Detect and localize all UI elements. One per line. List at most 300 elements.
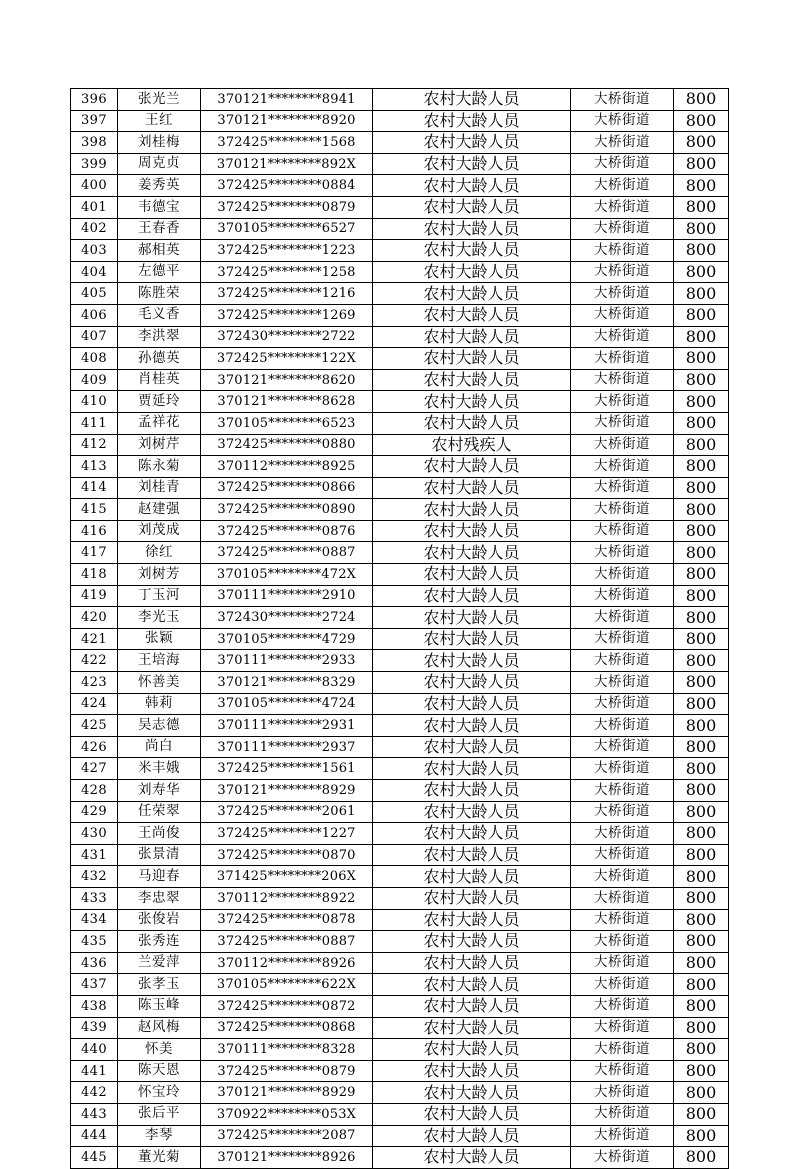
cell-street: 大桥街道 [571, 1017, 674, 1039]
cell-id: 372425********0887 [201, 542, 373, 564]
cell-street: 大桥街道 [571, 89, 674, 111]
cell-street: 大桥街道 [571, 240, 674, 262]
cell-amount: 800 [674, 823, 729, 845]
cell-street: 大桥街道 [571, 412, 674, 434]
cell-category: 农村大龄人员 [373, 456, 571, 478]
cell-street: 大桥街道 [571, 693, 674, 715]
cell-amount: 800 [674, 1125, 729, 1147]
cell-street: 大桥街道 [571, 909, 674, 931]
cell-category: 农村大龄人员 [373, 607, 571, 629]
cell-name: 王尚俊 [118, 823, 201, 845]
cell-street: 大桥街道 [571, 974, 674, 996]
cell-amount: 800 [674, 585, 729, 607]
table-row [71, 348, 729, 370]
table-row [71, 1103, 729, 1125]
cell-name: 兰爱萍 [118, 952, 201, 974]
cell-id: 372425********1258 [201, 261, 373, 283]
table-row [71, 1147, 729, 1169]
cell-seq: 421 [71, 628, 118, 650]
cell-name: 张秀连 [118, 931, 201, 953]
cell-amount: 800 [674, 758, 729, 780]
cell-name: 刘树芳 [118, 564, 201, 586]
cell-amount: 800 [674, 715, 729, 737]
cell-category: 农村大龄人员 [373, 844, 571, 866]
cell-category: 农村大龄人员 [373, 520, 571, 542]
cell-seq: 436 [71, 952, 118, 974]
cell-amount: 800 [674, 1060, 729, 1082]
cell-seq: 410 [71, 391, 118, 413]
cell-id: 372425********1223 [201, 240, 373, 262]
cell-category: 农村大龄人员 [373, 412, 571, 434]
cell-id: 372425********0880 [201, 434, 373, 456]
cell-seq: 438 [71, 995, 118, 1017]
cell-street: 大桥街道 [571, 995, 674, 1017]
cell-category: 农村大龄人员 [373, 952, 571, 974]
cell-seq: 428 [71, 780, 118, 802]
cell-name: 张俊岩 [118, 909, 201, 931]
cell-category: 农村大龄人员 [373, 240, 571, 262]
cell-category: 农村大龄人员 [373, 175, 571, 197]
table-row [71, 89, 729, 111]
table-row [71, 823, 729, 845]
table-row [71, 1125, 729, 1147]
cell-name: 米丰娥 [118, 758, 201, 780]
cell-id: 372430********2722 [201, 326, 373, 348]
cell-id: 372425********0879 [201, 196, 373, 218]
cell-street: 大桥街道 [571, 477, 674, 499]
cell-id: 370111********2933 [201, 650, 373, 672]
cell-street: 大桥街道 [571, 607, 674, 629]
table-row [71, 758, 729, 780]
cell-street: 大桥街道 [571, 153, 674, 175]
cell-name: 张景清 [118, 844, 201, 866]
table-row [71, 736, 729, 758]
cell-street: 大桥街道 [571, 369, 674, 391]
cell-id: 370111********2910 [201, 585, 373, 607]
cell-seq: 423 [71, 672, 118, 694]
table-row [71, 780, 729, 802]
cell-seq: 435 [71, 931, 118, 953]
cell-category: 农村大龄人员 [373, 758, 571, 780]
cell-category: 农村大龄人员 [373, 304, 571, 326]
cell-seq: 443 [71, 1103, 118, 1125]
cell-amount: 800 [674, 866, 729, 888]
cell-seq: 432 [71, 866, 118, 888]
cell-category: 农村大龄人员 [373, 261, 571, 283]
cell-name: 王春香 [118, 218, 201, 240]
cell-seq: 433 [71, 887, 118, 909]
cell-amount: 800 [674, 1082, 729, 1104]
cell-seq: 403 [71, 240, 118, 262]
cell-name: 赵风梅 [118, 1017, 201, 1039]
cell-street: 大桥街道 [571, 1039, 674, 1061]
cell-amount: 800 [674, 132, 729, 154]
cell-street: 大桥街道 [571, 175, 674, 197]
table-row [71, 931, 729, 953]
cell-id: 370922********053X [201, 1103, 373, 1125]
cell-seq: 442 [71, 1082, 118, 1104]
cell-seq: 412 [71, 434, 118, 456]
cell-name: 郝相英 [118, 240, 201, 262]
cell-id: 370121********8929 [201, 780, 373, 802]
cell-id: 372425********0887 [201, 931, 373, 953]
cell-category: 农村大龄人员 [373, 1039, 571, 1061]
cell-amount: 800 [674, 1147, 729, 1169]
cell-name: 董光菊 [118, 1147, 201, 1169]
cell-name: 刘茂成 [118, 520, 201, 542]
table-row [71, 564, 729, 586]
cell-seq: 440 [71, 1039, 118, 1061]
cell-street: 大桥街道 [571, 564, 674, 586]
cell-street: 大桥街道 [571, 456, 674, 478]
cell-street: 大桥街道 [571, 1060, 674, 1082]
cell-street: 大桥街道 [571, 110, 674, 132]
cell-id: 370121********8620 [201, 369, 373, 391]
cell-amount: 800 [674, 391, 729, 413]
cell-category: 农村大龄人员 [373, 89, 571, 111]
cell-id: 372425********1227 [201, 823, 373, 845]
cell-id: 370105********622X [201, 974, 373, 996]
cell-name: 陈玉峰 [118, 995, 201, 1017]
cell-id: 370121********8628 [201, 391, 373, 413]
cell-category: 农村大龄人员 [373, 1103, 571, 1125]
cell-category: 农村大龄人员 [373, 542, 571, 564]
cell-seq: 418 [71, 564, 118, 586]
cell-id: 372425********2061 [201, 801, 373, 823]
cell-name: 张孝玉 [118, 974, 201, 996]
table-row [71, 499, 729, 521]
cell-id: 372425********0876 [201, 520, 373, 542]
cell-name: 刘桂青 [118, 477, 201, 499]
cell-seq: 444 [71, 1125, 118, 1147]
table-row [71, 369, 729, 391]
cell-seq: 398 [71, 132, 118, 154]
cell-amount: 800 [674, 153, 729, 175]
cell-street: 大桥街道 [571, 1103, 674, 1125]
cell-id: 370112********8926 [201, 952, 373, 974]
cell-amount: 800 [674, 175, 729, 197]
cell-street: 大桥街道 [571, 348, 674, 370]
cell-amount: 800 [674, 564, 729, 586]
cell-street: 大桥街道 [571, 1125, 674, 1147]
cell-street: 大桥街道 [571, 542, 674, 564]
cell-seq: 445 [71, 1147, 118, 1169]
cell-name: 赵建强 [118, 499, 201, 521]
cell-street: 大桥街道 [571, 196, 674, 218]
cell-amount: 800 [674, 1017, 729, 1039]
cell-name: 怀美 [118, 1039, 201, 1061]
cell-id: 372425********0884 [201, 175, 373, 197]
cell-category: 农村大龄人员 [373, 1147, 571, 1169]
cell-street: 大桥街道 [571, 650, 674, 672]
cell-name: 陈天恩 [118, 1060, 201, 1082]
cell-seq: 439 [71, 1017, 118, 1039]
cell-street: 大桥街道 [571, 391, 674, 413]
cell-id: 370121********8941 [201, 89, 373, 111]
cell-id: 370121********8926 [201, 1147, 373, 1169]
cell-amount: 800 [674, 477, 729, 499]
table-row [71, 153, 729, 175]
cell-id: 370121********892X [201, 153, 373, 175]
table-row [71, 434, 729, 456]
cell-category: 农村大龄人员 [373, 974, 571, 996]
cell-id: 370121********8929 [201, 1082, 373, 1104]
cell-seq: 430 [71, 823, 118, 845]
cell-name: 贾延玲 [118, 391, 201, 413]
cell-seq: 419 [71, 585, 118, 607]
table-row [71, 952, 729, 974]
cell-seq: 404 [71, 261, 118, 283]
cell-street: 大桥街道 [571, 887, 674, 909]
cell-name: 孟祥花 [118, 412, 201, 434]
cell-name: 张光兰 [118, 89, 201, 111]
cell-street: 大桥街道 [571, 132, 674, 154]
cell-category: 农村大龄人员 [373, 196, 571, 218]
cell-amount: 800 [674, 304, 729, 326]
cell-seq: 406 [71, 304, 118, 326]
cell-category: 农村大龄人员 [373, 283, 571, 305]
table-row [71, 304, 729, 326]
cell-category: 农村大龄人员 [373, 326, 571, 348]
table-row [71, 628, 729, 650]
cell-id: 370105********472X [201, 564, 373, 586]
cell-category: 农村大龄人员 [373, 477, 571, 499]
cell-category: 农村大龄人员 [373, 132, 571, 154]
cell-name: 张颖 [118, 628, 201, 650]
cell-amount: 800 [674, 974, 729, 996]
cell-name: 刘树芹 [118, 434, 201, 456]
cell-id: 370111********2931 [201, 715, 373, 737]
table-row [71, 412, 729, 434]
cell-amount: 800 [674, 931, 729, 953]
cell-amount: 800 [674, 261, 729, 283]
cell-name: 姜秀英 [118, 175, 201, 197]
cell-category: 农村大龄人员 [373, 1060, 571, 1082]
cell-seq: 396 [71, 89, 118, 111]
table-row [71, 672, 729, 694]
cell-street: 大桥街道 [571, 1082, 674, 1104]
cell-seq: 437 [71, 974, 118, 996]
cell-seq: 413 [71, 456, 118, 478]
cell-category: 农村大龄人员 [373, 672, 571, 694]
cell-name: 陈胜荣 [118, 283, 201, 305]
cell-seq: 411 [71, 412, 118, 434]
cell-seq: 429 [71, 801, 118, 823]
cell-id: 372425********0879 [201, 1060, 373, 1082]
table-row [71, 477, 729, 499]
table-row [71, 542, 729, 564]
cell-category: 农村大龄人员 [373, 693, 571, 715]
cell-name: 肖桂英 [118, 369, 201, 391]
table-row [71, 974, 729, 996]
cell-amount: 800 [674, 995, 729, 1017]
cell-amount: 800 [674, 520, 729, 542]
cell-seq: 426 [71, 736, 118, 758]
cell-amount: 800 [674, 218, 729, 240]
cell-amount: 800 [674, 369, 729, 391]
cell-id: 370112********8925 [201, 456, 373, 478]
cell-name: 徐红 [118, 542, 201, 564]
cell-category: 农村大龄人员 [373, 909, 571, 931]
cell-seq: 405 [71, 283, 118, 305]
cell-name: 孙德英 [118, 348, 201, 370]
table-row [71, 175, 729, 197]
table-row [71, 887, 729, 909]
cell-id: 371425********206X [201, 866, 373, 888]
cell-street: 大桥街道 [571, 758, 674, 780]
cell-id: 370121********8920 [201, 110, 373, 132]
cell-name: 李洪翠 [118, 326, 201, 348]
cell-name: 李琴 [118, 1125, 201, 1147]
cell-street: 大桥街道 [571, 1147, 674, 1169]
cell-seq: 401 [71, 196, 118, 218]
cell-street: 大桥街道 [571, 304, 674, 326]
cell-amount: 800 [674, 607, 729, 629]
cell-amount: 800 [674, 434, 729, 456]
cell-name: 韩莉 [118, 693, 201, 715]
cell-category: 农村大龄人员 [373, 715, 571, 737]
cell-id: 370105********6527 [201, 218, 373, 240]
cell-id: 370111********8328 [201, 1039, 373, 1061]
table-row [71, 844, 729, 866]
cell-category: 农村大龄人员 [373, 736, 571, 758]
cell-name: 张后平 [118, 1103, 201, 1125]
table-row [71, 585, 729, 607]
cell-amount: 800 [674, 672, 729, 694]
cell-id: 372425********1269 [201, 304, 373, 326]
cell-seq: 425 [71, 715, 118, 737]
cell-name: 怀宝玲 [118, 1082, 201, 1104]
cell-amount: 800 [674, 1039, 729, 1061]
cell-seq: 417 [71, 542, 118, 564]
table-row [71, 218, 729, 240]
cell-amount: 800 [674, 780, 729, 802]
roster-table [70, 88, 729, 1169]
cell-name: 尚白 [118, 736, 201, 758]
cell-street: 大桥街道 [571, 520, 674, 542]
cell-street: 大桥街道 [571, 823, 674, 845]
table-row [71, 693, 729, 715]
cell-name: 吴志德 [118, 715, 201, 737]
cell-id: 370121********8329 [201, 672, 373, 694]
table-row [71, 132, 729, 154]
cell-amount: 800 [674, 196, 729, 218]
table-row [71, 607, 729, 629]
cell-category: 农村大龄人员 [373, 153, 571, 175]
cell-category: 农村大龄人员 [373, 585, 571, 607]
cell-id: 370111********2937 [201, 736, 373, 758]
cell-id: 372425********0866 [201, 477, 373, 499]
cell-name: 周克贞 [118, 153, 201, 175]
cell-name: 陈永菊 [118, 456, 201, 478]
cell-street: 大桥街道 [571, 326, 674, 348]
cell-amount: 800 [674, 1103, 729, 1125]
cell-amount: 800 [674, 348, 729, 370]
cell-category: 农村大龄人员 [373, 110, 571, 132]
cell-id: 372425********0868 [201, 1017, 373, 1039]
table-row [71, 715, 729, 737]
cell-seq: 415 [71, 499, 118, 521]
cell-name: 李光玉 [118, 607, 201, 629]
cell-id: 372425********0872 [201, 995, 373, 1017]
cell-id: 372425********0890 [201, 499, 373, 521]
table-row [71, 196, 729, 218]
cell-amount: 800 [674, 628, 729, 650]
cell-category: 农村大龄人员 [373, 499, 571, 521]
cell-category: 农村大龄人员 [373, 369, 571, 391]
table-row [71, 1060, 729, 1082]
table-row [71, 283, 729, 305]
cell-street: 大桥街道 [571, 801, 674, 823]
cell-amount: 800 [674, 844, 729, 866]
cell-name: 李忠翠 [118, 887, 201, 909]
cell-street: 大桥街道 [571, 434, 674, 456]
cell-id: 370105********6523 [201, 412, 373, 434]
roster-table-body [71, 89, 729, 1169]
cell-seq: 399 [71, 153, 118, 175]
table-row [71, 110, 729, 132]
cell-street: 大桥街道 [571, 218, 674, 240]
cell-name: 任荣翠 [118, 801, 201, 823]
cell-category: 农村大龄人员 [373, 995, 571, 1017]
cell-id: 372430********2724 [201, 607, 373, 629]
table-row [71, 1017, 729, 1039]
cell-amount: 800 [674, 89, 729, 111]
cell-seq: 427 [71, 758, 118, 780]
cell-category: 农村大龄人员 [373, 564, 571, 586]
cell-seq: 400 [71, 175, 118, 197]
cell-street: 大桥街道 [571, 283, 674, 305]
cell-street: 大桥街道 [571, 672, 674, 694]
cell-seq: 441 [71, 1060, 118, 1082]
cell-seq: 422 [71, 650, 118, 672]
cell-name: 王培海 [118, 650, 201, 672]
cell-seq: 416 [71, 520, 118, 542]
cell-id: 370112********8922 [201, 887, 373, 909]
cell-street: 大桥街道 [571, 866, 674, 888]
table-row [71, 240, 729, 262]
cell-category: 农村大龄人员 [373, 931, 571, 953]
cell-category: 农村大龄人员 [373, 1017, 571, 1039]
table-row [71, 995, 729, 1017]
cell-street: 大桥街道 [571, 931, 674, 953]
cell-street: 大桥街道 [571, 952, 674, 974]
cell-amount: 800 [674, 412, 729, 434]
cell-street: 大桥街道 [571, 736, 674, 758]
cell-street: 大桥街道 [571, 499, 674, 521]
cell-seq: 409 [71, 369, 118, 391]
cell-street: 大桥街道 [571, 844, 674, 866]
cell-amount: 800 [674, 456, 729, 478]
cell-seq: 420 [71, 607, 118, 629]
cell-seq: 424 [71, 693, 118, 715]
cell-seq: 397 [71, 110, 118, 132]
cell-name: 刘寿华 [118, 780, 201, 802]
cell-seq: 408 [71, 348, 118, 370]
cell-category: 农村大龄人员 [373, 866, 571, 888]
cell-category: 农村大龄人员 [373, 348, 571, 370]
cell-category: 农村大龄人员 [373, 650, 571, 672]
cell-amount: 800 [674, 542, 729, 564]
cell-street: 大桥街道 [571, 780, 674, 802]
table-row [71, 326, 729, 348]
cell-amount: 800 [674, 801, 729, 823]
table-row [71, 909, 729, 931]
table-row [71, 866, 729, 888]
cell-street: 大桥街道 [571, 261, 674, 283]
cell-seq: 407 [71, 326, 118, 348]
cell-id: 372425********1216 [201, 283, 373, 305]
